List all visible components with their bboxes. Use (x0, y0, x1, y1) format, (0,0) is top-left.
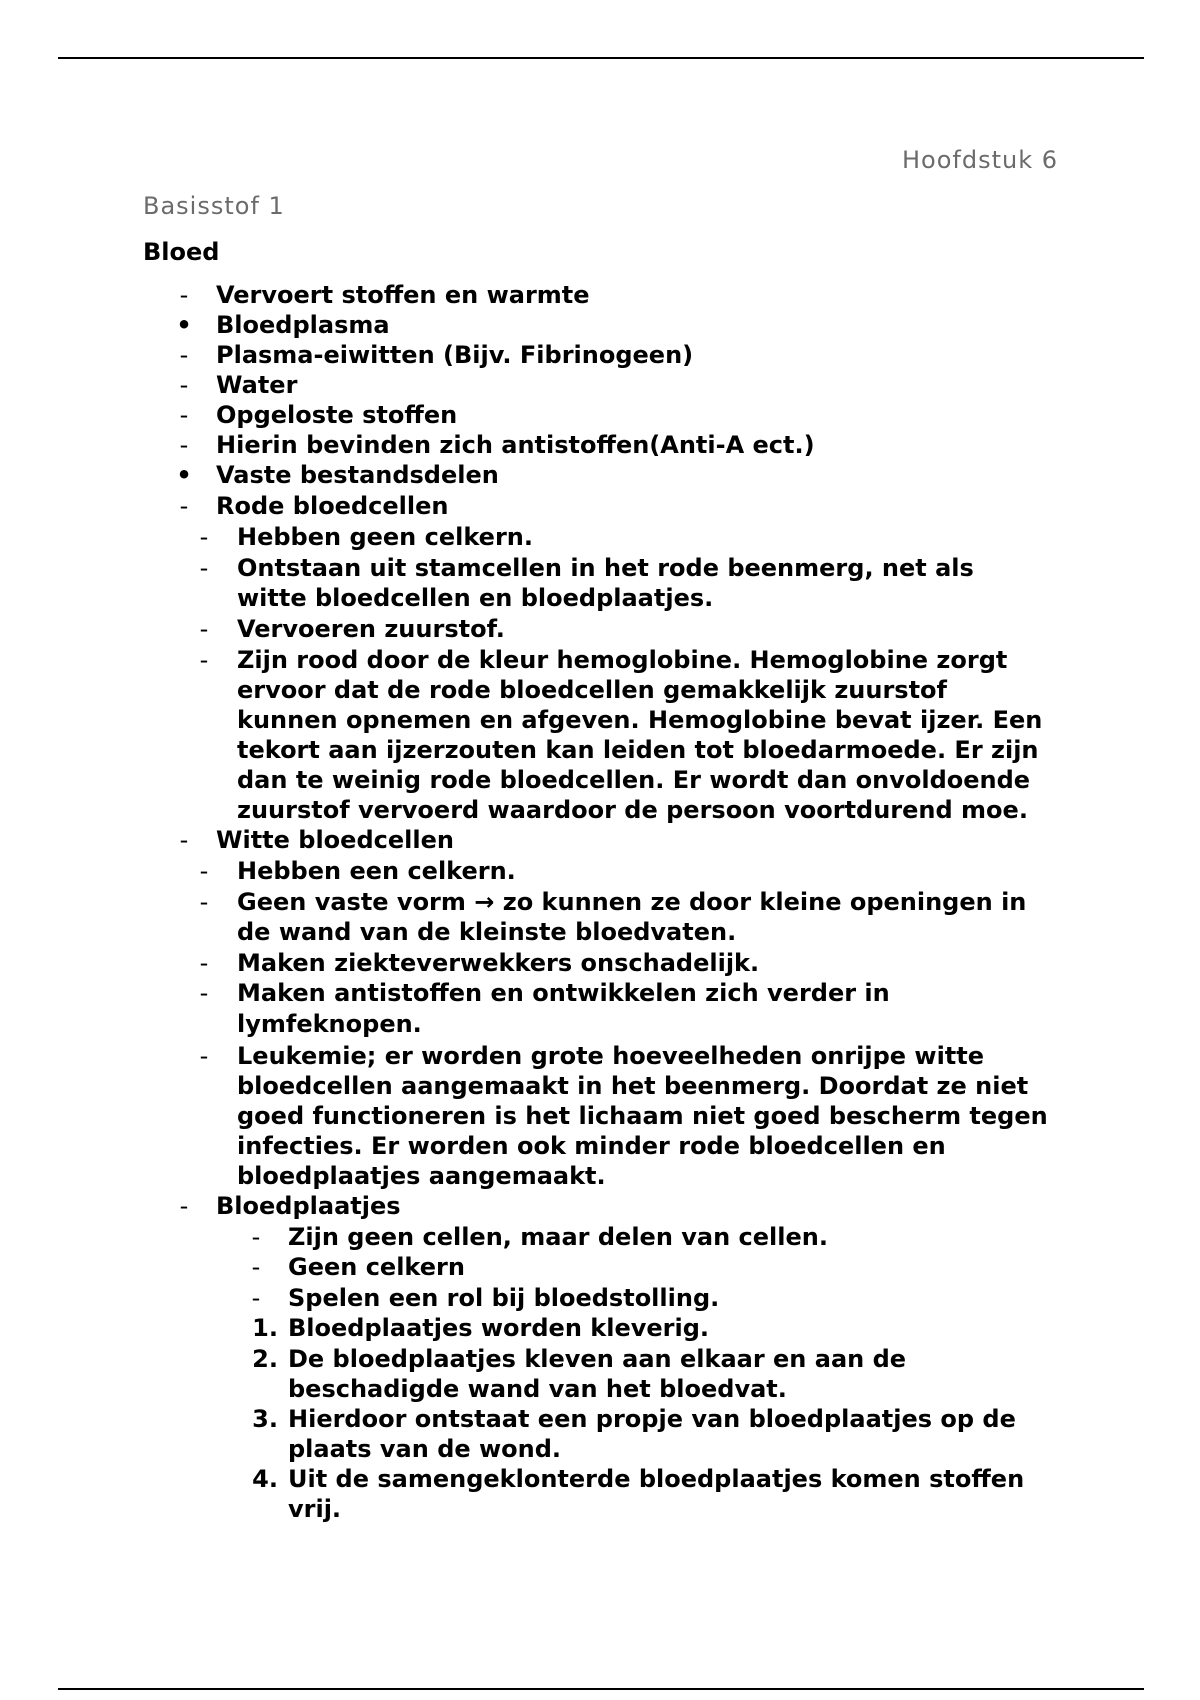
section-label: Basisstof 1 (143, 192, 285, 220)
list-item: Zijn rood door de kleur hemoglobine. Hemoglobine zorgt (237, 646, 1008, 674)
list-item-continued: zuurstof vervoerd waardoor de persoon voortdurend moe. (237, 796, 1028, 824)
list-item: De bloedplaatjes kleven aan elkaar en aan de (288, 1345, 907, 1373)
number-marker: 1. (252, 1314, 278, 1342)
list-item: Rode bloedcellen (216, 492, 449, 520)
dash-marker: - (199, 1042, 209, 1070)
dash-marker: - (199, 554, 209, 582)
dash-marker: - (179, 341, 189, 369)
list-item: Vaste bestandsdelen (216, 461, 499, 489)
list-item: Hebben geen celkern. (237, 523, 533, 551)
dash-marker: - (199, 615, 209, 643)
chapter-label: Hoofdstuk 6 (901, 146, 1058, 174)
list-item: Bloedplaatjes (216, 1192, 401, 1220)
list-item: Maken ziekteverwekkers onschadelijk. (237, 949, 760, 977)
number-marker: 4. (252, 1465, 278, 1493)
bullet-marker: • (176, 461, 192, 489)
dash-marker: - (179, 281, 189, 309)
dash-marker: - (199, 979, 209, 1007)
list-item-continued: de wand van de kleinste bloedvaten. (237, 918, 737, 946)
dash-marker: - (199, 857, 209, 885)
list-item: Opgeloste stoffen (216, 401, 458, 429)
list-item-continued: kunnen opnemen en afgeven. Hemoglobine bevat ijzer. Een (237, 706, 1043, 734)
dash-marker: - (199, 523, 209, 551)
dash-marker: - (179, 371, 189, 399)
list-item: Hebben een celkern. (237, 857, 516, 885)
number-marker: 2. (252, 1345, 278, 1373)
number-marker: 3. (252, 1405, 278, 1433)
list-item-continued: witte bloedcellen en bloedplaatjes. (237, 584, 714, 612)
dash-marker: - (179, 401, 189, 429)
dash-marker: - (179, 431, 189, 459)
list-item: Leukemie; er worden grote hoeveelheden onrijpe witte (237, 1042, 985, 1070)
list-item: Vervoeren zuurstof. (237, 615, 505, 643)
list-item: Hierdoor ontstaat een propje van bloedplaatjes op de (288, 1405, 1016, 1433)
bottom-rule (58, 1688, 1144, 1690)
list-item-continued: lymfeknopen. (237, 1010, 422, 1038)
list-item: Hierin bevinden zich antistoffen(Anti-A ect.) (216, 431, 815, 459)
list-item-continued: beschadigde wand van het bloedvat. (288, 1375, 787, 1403)
list-item: Zijn geen cellen, maar delen van cellen. (288, 1223, 828, 1251)
dash-marker: - (251, 1284, 261, 1312)
list-item: Witte bloedcellen (216, 826, 454, 854)
list-item: Geen vaste vorm → zo kunnen ze door kleine openingen in (237, 888, 1027, 916)
dash-marker: - (179, 826, 189, 854)
dash-marker: - (179, 1192, 189, 1220)
list-item-continued: infecties. Er worden ook minder rode bloedcellen en (237, 1132, 946, 1160)
dash-marker: - (251, 1223, 261, 1251)
list-item: Ontstaan uit stamcellen in het rode beenmerg, net als (237, 554, 974, 582)
dash-marker: - (199, 949, 209, 977)
list-item-continued: bloedplaatjes aangemaakt. (237, 1162, 606, 1190)
page-title: Bloed (143, 238, 220, 266)
bullet-marker: • (176, 311, 192, 339)
list-item-continued: bloedcellen aangemaakt in het beenmerg. Doordat ze niet (237, 1072, 1029, 1100)
list-item: Plasma-eiwitten (Bijv. Fibrinogeen) (216, 341, 694, 369)
list-item: Bloedplasma (216, 311, 390, 339)
list-item: Maken antistoffen en ontwikkelen zich verder in (237, 979, 890, 1007)
list-item-continued: goed functioneren is het lichaam niet goed bescherm tegen (237, 1102, 1048, 1130)
list-item: Spelen een rol bij bloedstolling. (288, 1284, 720, 1312)
list-item: Uit de samengeklonterde bloedplaatjes komen stoffen (288, 1465, 1025, 1493)
top-rule (58, 57, 1144, 59)
list-item-continued: dan te weinig rode bloedcellen. Er wordt dan onvoldoende (237, 766, 1031, 794)
dash-marker: - (199, 646, 209, 674)
list-item: Bloedplaatjes worden kleverig. (288, 1314, 710, 1342)
list-item: Water (216, 371, 298, 399)
list-item-continued: plaats van de wond. (288, 1435, 562, 1463)
list-item-continued: vrij. (288, 1495, 342, 1523)
dash-marker: - (179, 492, 189, 520)
list-item-continued: ervoor dat de rode bloedcellen gemakkelijk zuurstof (237, 676, 947, 704)
list-item-continued: tekort aan ijzerzouten kan leiden tot bloedarmoede. Er zijn (237, 736, 1039, 764)
dash-marker: - (199, 888, 209, 916)
list-item: Vervoert stoffen en warmte (216, 281, 590, 309)
list-item: Geen celkern (288, 1253, 465, 1281)
dash-marker: - (251, 1253, 261, 1281)
